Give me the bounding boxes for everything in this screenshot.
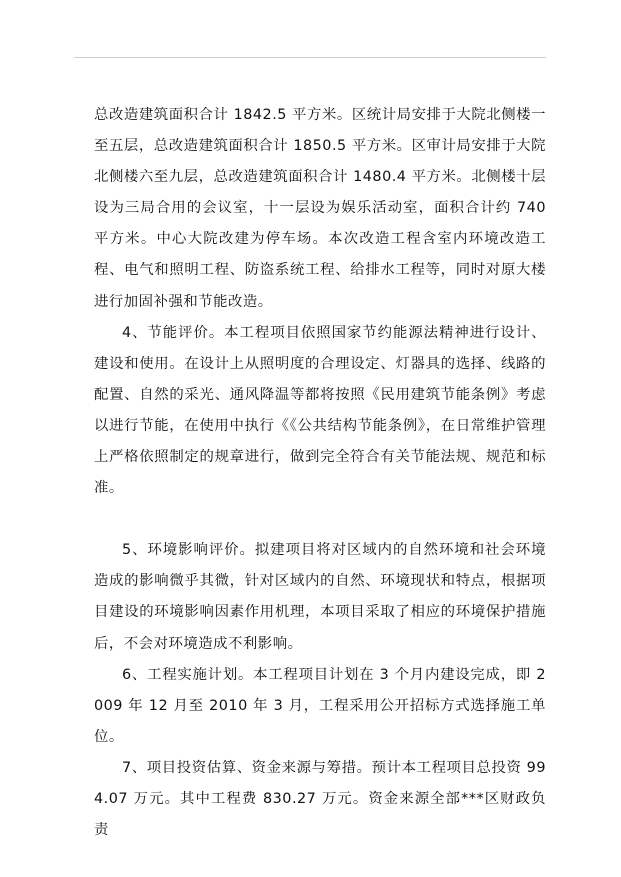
paragraph-implementation-schedule: 6、工程实施计划。本工程项目计划在 3 个月内建设完成，即 2009 年 12 月至 2010 年 3 月，工程采用公开招标方式选择施工单位。 xyxy=(94,666,546,745)
paragraph-energy-evaluation: 4、节能评价。本工程项目依照国家节约能源法精神进行设计、建设和使用。在设计上从照明度的合理设定、灯器具的选择、线路的配置、自然的采光、通风降温等都将按照《民用建筑节能条例》考虑以进行节能，在使用中执行《《公共结构节能条例》，在日常维护管理上严格依照制定的规章进行，做到完全符合有关节能法规、规范和标准。 xyxy=(94,324,546,497)
document-body xyxy=(94,100,546,846)
header-divider xyxy=(74,57,546,58)
paragraph-environment-impact: 5、环境影响评价。拟建项目将对区域内的自然环境和社会环境造成的影响微乎其微，针对区域内的自然、环境现状和特点，根据项目建设的环境影响因素作用机理，本项目采取了相应的环境保护措施后，不会对环境造成不利影响。 xyxy=(94,542,546,652)
paragraph-overview-continuation: 总改造建筑面积合计 1842.5 平方米。区统计局安排于大院北侧楼一至五层，总改造建筑面积合计 1850.5 平方米。区审计局安排于大院北侧楼六至九层，总改造建筑面积合计 1480.4 平方米。北侧楼十层设为三局合用的会议室，十一层设为娱乐活动室，面积合计约 740 平方米。中心大院改建为停车场。本次改造工程含室内环境改造工程、电气和照明工程、防盗系统工程、给排水工程等，同时对原大楼进行加固补强和节能改造。 xyxy=(94,107,546,310)
paragraph-investment-estimate: 7、项目投资估算、资金来源与筹措。预计本工程项目总投资 994.07 万元。其中工程费 830.27 万元。资金来源全部***区财政负责 xyxy=(94,759,546,839)
